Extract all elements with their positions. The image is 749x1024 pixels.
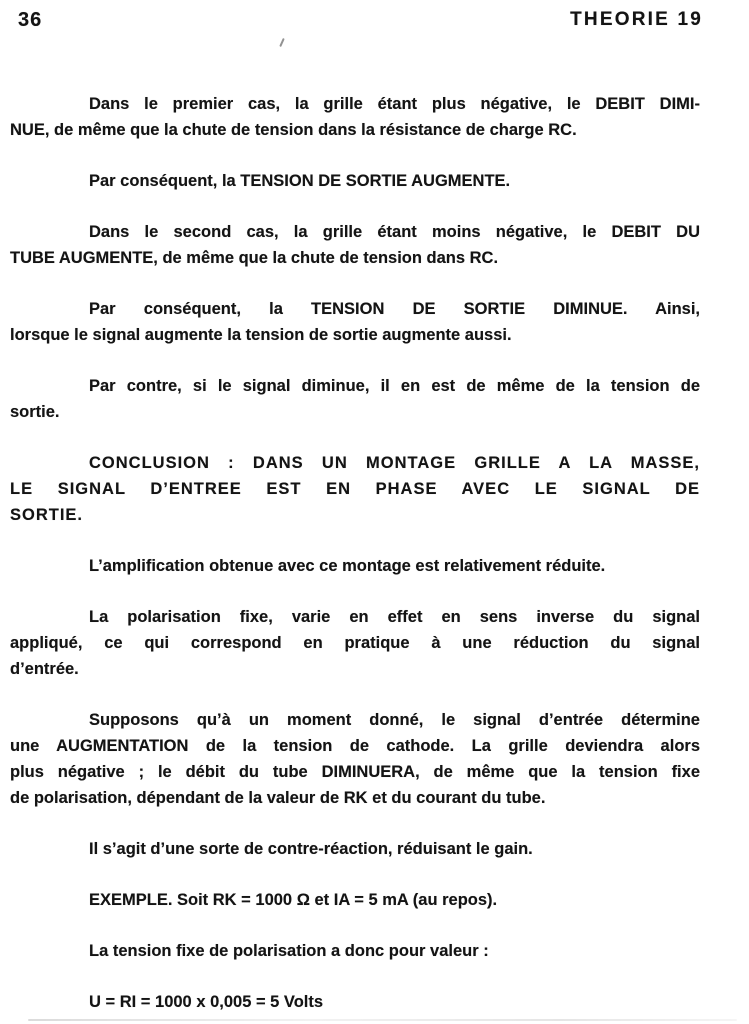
paragraph (10, 91, 700, 143)
paragraph (10, 553, 700, 579)
text-line: Il s’agit d’une sorte de contre-réaction, réduisant le gain. (89, 840, 533, 858)
text-line: TUBE AUGMENTE, de même que la chute de tension dans RC. (10, 249, 499, 267)
text-line: une AUGMENTATION de la tension de cathode. La grille deviendra alors (10, 737, 700, 755)
text-line: U = RI = 1000 x 0,005 = 5 Volts (89, 993, 324, 1011)
text-line: de polarisation, dépendant de la valeur de RK et du courant du tube. (10, 789, 546, 807)
text-line: appliqué, ce qui correspond en pratique à une réduction du signal (10, 634, 700, 652)
paragraph (10, 604, 700, 682)
paragraph (10, 373, 700, 425)
paragraph-formula (10, 989, 700, 1015)
text-line: L’amplification obtenue avec ce montage est relativement réduite. (89, 557, 606, 575)
scan-edge-line (28, 1019, 737, 1021)
paragraph-example (10, 887, 700, 913)
paragraph (10, 168, 700, 194)
running-title: THEORIE 19 (570, 9, 703, 30)
page-header (18, 9, 703, 32)
text-line: sortie. (10, 403, 60, 421)
text-line: Par contre, si le signal diminue, il en est de même de la tension de (89, 377, 700, 395)
text-line: SORTIE. (10, 506, 84, 524)
text-line: CONCLUSION : DANS UN MONTAGE GRILLE A LA MASSE, (89, 454, 700, 472)
ink-speck-mark (279, 38, 284, 47)
text-line: Par conséquent, la TENSION DE SORTIE AUGMENTE. (89, 172, 511, 190)
paragraph (10, 707, 700, 811)
text-line: lorsque le signal augmente la tension de sortie augmente aussi. (10, 326, 512, 344)
body-text (10, 91, 700, 1015)
paragraph (10, 296, 700, 348)
text-line: LE SIGNAL D’ENTREE EST EN PHASE AVEC LE SIGNAL DE (10, 480, 700, 498)
paragraph (10, 219, 700, 271)
text-line: EXEMPLE. Soit RK = 1000 Ω et IA = 5 mA (au repos). (89, 891, 498, 909)
page-number: 36 (18, 9, 43, 31)
text-line: plus négative ; le débit du tube DIMINUERA, de même que la tension fixe (10, 763, 700, 781)
text-line: d’entrée. (10, 660, 79, 678)
text-line: La tension fixe de polarisation a donc pour valeur : (89, 942, 489, 960)
text-line: Par conséquent, la TENSION DE SORTIE DIMINUE. Ainsi, (89, 300, 700, 318)
paragraph (10, 938, 700, 964)
text-line: La polarisation fixe, varie en effet en sens inverse du signal (89, 608, 700, 626)
text-line: NUE, de même que la chute de tension dans la résistance de charge RC. (10, 121, 577, 139)
text-line: Dans le second cas, la grille étant moins négative, le DEBIT DU (89, 223, 700, 241)
text-line: Supposons qu’à un moment donné, le signal d’entrée détermine (89, 711, 700, 729)
text-line: Dans le premier cas, la grille étant plus négative, le DEBIT DIMI- (89, 95, 700, 113)
paragraph-conclusion (10, 450, 700, 528)
paragraph (10, 836, 700, 862)
